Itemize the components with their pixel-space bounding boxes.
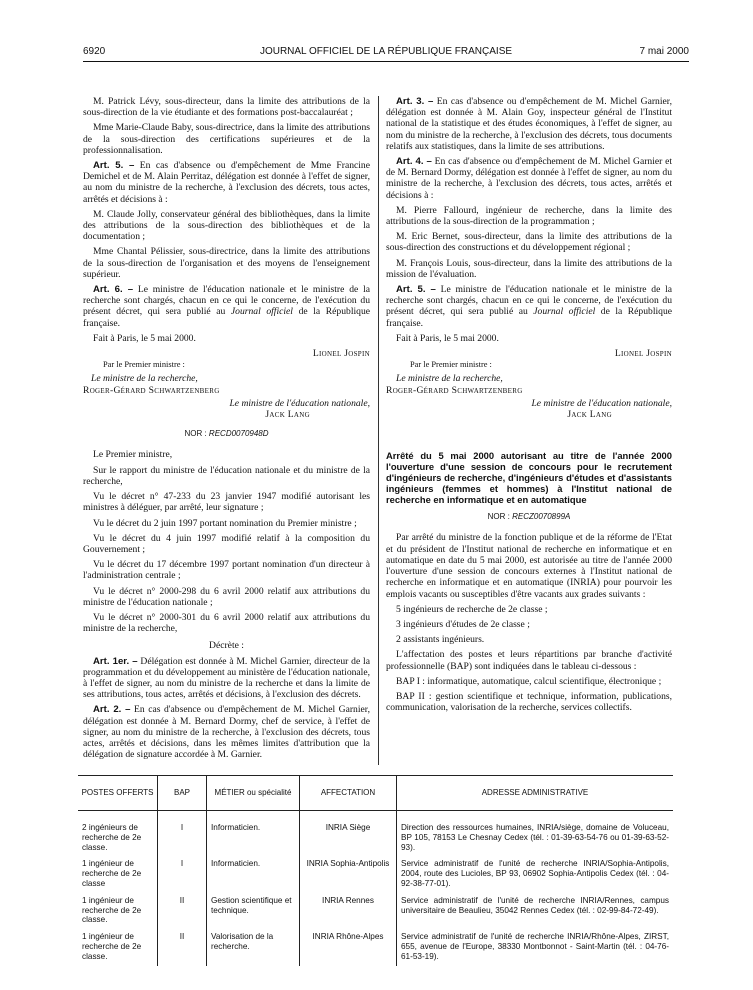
signature-pm: Lionel Jospin: [312, 348, 370, 360]
paragraph: Vu le décret du 17 décembre 1997 portant nomination d'un directeur à l'administration centrale ;: [83, 559, 370, 582]
left-column: [83, 96, 370, 764]
article-5: Art. 5. – En cas d'absence ou d'empêchement de Mme Francine Demichel et de M. Alain Perritaz, délégation est donnée à l'effet de signer, au nom du ministre de la recherche, à l'exclusion des décrets, tous actes, arrêtés et décisions à :: [83, 160, 370, 205]
paragraph: M. Claude Jolly, conservateur général des bibliothèques, dans la limite des attributions de la sous-direction des bibliothèques et de la documentation ;: [83, 208, 370, 243]
decrete-heading: Décrète :: [209, 640, 244, 652]
table-cell: Service administratif de l'unité de recherche INRIA/Sophia-Antipolis, 2004, route des Lucioles, BP 93, 06902 Sophia-Antipolis Cedex (tél. : 04-92-38-77-01).: [397, 856, 674, 892]
signature-pm: Lionel Jospin: [614, 348, 672, 360]
nor-reference: NOR : RECD0070948D: [184, 429, 269, 439]
table-cell: Informaticien.: [207, 811, 300, 857]
table-cell: Service administratif de l'unité de recherche INRIA/Rennes, campus universitaire de Beaulieu, 35042 Rennes Cedex (tél. : 02-99-84-72-49).: [397, 893, 674, 929]
table-cell: INRIA Rhône-Alpes: [300, 929, 397, 965]
paragraph: M. Eric Bernet, sous-directeur, dans la limite des attributions de la sous-direction des constructions et du développement régional ;: [386, 231, 672, 254]
article-label: Art. 2. –: [93, 704, 131, 716]
table-row: [78, 929, 673, 965]
nor-reference: NOR : RECZ0070899A: [487, 512, 571, 522]
column-header: POSTES OFFERTS: [78, 776, 158, 811]
article-6: Art. 6. – Le ministre de l'éducation nationale et le ministre de la recherche sont chargés, chacun en ce qui le concerne, de l'exécution du présent décret, qui sera publié au Journal officiel de la République française.: [83, 284, 370, 329]
column-header: BAP: [158, 776, 207, 811]
paragraph: Par arrêté du ministre de la fonction publique et de la réforme de l'Etat et du président de l'Institut national de recherche en informatique et en automatique en date du 5 mai 2000, est autorisée au titre de l'année 2000 l'ouverture d'une session de concours externes à l'Institut national de recherche en informatique et en automatique (INRIA) pour pourvoir les emplois vacants ou susceptibles d'être vacants aux grades suivants :: [386, 532, 672, 600]
article-1: Art. 1er. – Délégation est donnée à M. Michel Garnier, directeur de la programmation et du développement au ministère de l'éducation nationale, à l'effet de signer, au nom du ministre de la recherche et dans la limite de ses attributions, tous actes, arrêtés et décisions, à l'exclusion des décrets.: [83, 655, 370, 701]
table-cell: I: [158, 811, 207, 857]
table-cell: II: [158, 893, 207, 929]
paragraph: M. Patrick Lévy, sous-directeur, dans la limite des attributions de la sous-direction de la vie étudiante et des formations post-baccalauréat ;: [83, 96, 370, 119]
article-label: Art. 4. –: [396, 156, 432, 168]
signature-minister: Roger-Gérard Schwartzenberg: [386, 384, 523, 396]
signature-minister: Jack Lang: [567, 409, 612, 421]
paragraph: Vu le décret n° 47-233 du 23 janvier 1947 modifié autorisant les ministres à déléguer, par arrêté, leur signature ;: [83, 491, 370, 514]
article-label: Art. 5. –: [93, 160, 135, 172]
paragraph: M. Pierre Fallourd, ingénieur de recherche, dans la limite des attributions de la sous-direction de la programmation ;: [386, 204, 672, 228]
paragraph: 5 ingénieurs de recherche de 2e classe ;: [396, 603, 548, 615]
column-header: AFFECTATION: [300, 776, 397, 811]
paragraph: BAP II : gestion scientifique et technique, information, publications, communication, valorisation de la recherche, services collectifs.: [386, 690, 672, 714]
minister-title: Le ministre de la recherche,: [91, 373, 198, 385]
table-cell: INRIA Sophia-Antipolis: [300, 856, 397, 892]
table-row: [78, 893, 673, 929]
table-cell: 1 ingénieur de recherche de 2e classe: [82, 859, 142, 888]
table-header-row: [78, 776, 673, 811]
table-cell: I: [158, 856, 207, 892]
table-row: [78, 856, 673, 892]
paragraph: 3 ingénieurs d'études de 2e classe ;: [396, 618, 530, 630]
article-label: Art. 6. –: [93, 284, 134, 296]
minister-title: Le ministre de l'éducation nationale,: [229, 397, 370, 409]
table-cell: Informaticien.: [207, 856, 300, 892]
right-column: [386, 96, 672, 717]
journal-title: JOURNAL OFFICIEL DE LA RÉPUBLIQUE FRANÇAISE: [259, 46, 513, 57]
table-cell: Direction des ressources humaines, INRIA/siège, domaine de Voluceau, BP 105, 78153 Le Chesnay Cedex (tél. : 01-39-63-54-76 ou 01-39-63-52-93).: [397, 811, 674, 857]
article-2: Art. 2. – En cas d'absence ou d'empêchement de M. Michel Garnier, délégation est donnée à M. Bernard Dormy, chef de service, à l'effet de signer, au nom du ministre de la recherche, à l'exclusion des décrets, tous actes, arrêtés et décisions, dans les mêmes limites d'attribution que la délégation de signature accordée à M. Garnier.: [83, 704, 370, 761]
column-divider: [378, 96, 379, 765]
paragraph: Vu le décret n° 2000-298 du 6 avril 2000 relatif aux attributions du ministre de l'éducation nationale ;: [83, 585, 370, 608]
table-row: [78, 811, 673, 857]
table-cell: II: [158, 929, 207, 965]
paragraph: Sur le rapport du ministre de l'éducation nationale et du ministre de la recherche,: [83, 464, 370, 487]
page-number: 6920: [83, 46, 106, 57]
page-header: [83, 46, 689, 62]
paragraph: M. François Louis, sous-directeur, dans la limite des attributions de la mission de l'évaluation.: [386, 257, 672, 280]
signature-date: Fait à Paris, le 5 mai 2000.: [93, 332, 196, 344]
table-cell: 2 ingénieurs de recherche de 2e classe.: [82, 823, 142, 852]
signature-minister: Jack Lang: [265, 409, 310, 421]
article-label: Art. 5. –: [396, 284, 436, 296]
paragraph: Le Premier ministre,: [93, 449, 173, 461]
column-header: ADRESSE ADMINISTRATIVE: [397, 776, 674, 811]
signature-minister: Roger-Gérard Schwartzenberg: [83, 384, 220, 396]
arrete-title: Arrêté du 5 mai 2000 autorisant au titre de l'année 2000 l'ouverture d'une session de concours pour le recrutement d'ingénieurs de recherche, d'ingénieurs d'études et d'assistants ingénieurs (femmes et hommes) à l'Institut national de recherche en informatique et en automatique: [386, 450, 672, 506]
article-label: Art. 3. –: [396, 96, 434, 107]
paragraph: Mme Marie-Claude Baby, sous-directrice, dans la limite des attributions de la sous-direction des certifications supérieures et de la professionnalisation.: [83, 122, 370, 156]
article-4: Art. 4. – En cas d'absence ou d'empêchement de M. Michel Garnier et de M. Bernard Dormy, délégation est donnée à l'effet de signer, au nom du ministre de la recherche, à l'exclusion des décrets, tous actes, arrêtés et décisions à :: [386, 156, 672, 201]
par-premier-ministre: Par le Premier ministre :: [103, 360, 185, 370]
column-header: MÉTIER ou spécialité: [207, 776, 300, 811]
paragraph: Vu le décret n° 2000-301 du 6 avril 2000 relatif aux attributions du ministre de la recherche,: [83, 611, 370, 635]
paragraph: Vu le décret du 4 juin 1997 modifié relatif à la composition du Gouvernement ;: [83, 532, 370, 555]
paragraph: Vu le décret du 2 juin 1997 portant nomination du Premier ministre ;: [93, 517, 357, 529]
issue-date: 7 mai 2000: [639, 46, 689, 57]
table-cell: INRIA Siège: [300, 811, 397, 857]
article-label: Art. 1er. –: [93, 655, 138, 667]
article-5: Art. 5. – Le ministre de l'éducation nationale et le ministre de la recherche sont chargés, chacun en ce qui le concerne, de l'exécution du présent décret, qui sera publié au Journal officiel de la République française.: [386, 284, 673, 329]
paragraph: Mme Chantal Pélissier, sous-directrice, dans la limite des attributions de la sous-direction de l'organisation et des moyens de l'enseignement supérieur.: [83, 246, 370, 280]
table-cell: Valorisation de la recherche.: [207, 929, 300, 965]
header-rule: [83, 61, 689, 62]
minister-title: Le ministre de la recherche,: [396, 373, 503, 385]
paragraph: 2 assistants ingénieurs.: [396, 634, 485, 646]
paragraph: BAP I : informatique, automatique, calcul scientifique, électronique ;: [396, 675, 662, 687]
postes-table: [78, 775, 673, 966]
signature-date: Fait à Paris, le 5 mai 2000.: [396, 332, 499, 344]
table-cell: Service administratif de l'unité de recherche INRIA/Rhône-Alpes, ZIRST, 655, avenue de l'Europe, 38330 Montbonnot - Saint-Martin (tél. : 04-76-61-53-19).: [397, 929, 674, 965]
table-cell: 1 ingénieur de recherche de 2e classe.: [82, 895, 142, 925]
table-cell: Gestion scientifique et technique.: [207, 893, 300, 929]
article-3: Art. 3. – En cas d'absence ou d'empêchement de M. Michel Garnier, délégation est donnée à M. Alain Goy, inspecteur général de l'Institut national de la statistique et des études économiques, à l'effet de signer, au nom du ministre de la recherche, à l'exclusion des décrets, tous documents relatifs aux statistiques, dans la limite de ses attributions.: [386, 96, 672, 152]
table-cell: 1 ingénieur de recherche de 2e classe.: [82, 932, 142, 961]
minister-title: Le ministre de l'éducation nationale,: [531, 397, 672, 409]
par-premier-ministre: Par le Premier ministre :: [410, 360, 492, 370]
table-cell: INRIA Rennes: [300, 893, 397, 929]
paragraph: L'affectation des postes et leurs répartitions par branche d'activité professionnelle (BAP) sont indiquées dans le tableau ci-dessous :: [386, 649, 672, 672]
